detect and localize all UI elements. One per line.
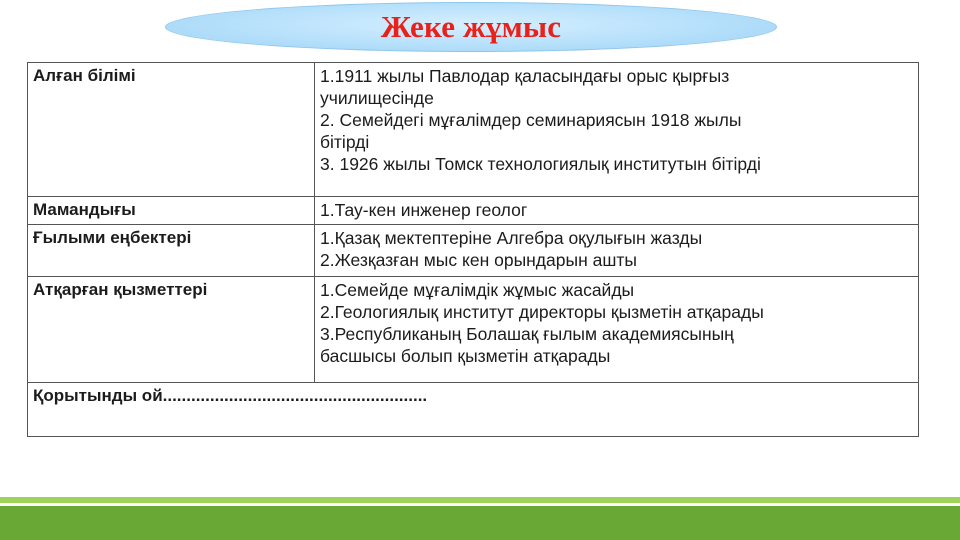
content-line: 2.Жезқазған мыс кен орындарын ашты [320,250,637,270]
content-line: училищесінде [320,88,434,108]
info-table [27,62,919,437]
row-label: Алған білімі [28,63,315,197]
row-content [315,197,919,225]
row-label: Мамандығы [28,197,315,225]
content-line: 2. Семейдегі мұғалімдер семинариясын 1918 жылы [320,110,742,130]
content-line: 3. 1926 жылы Томск технологиялық институтын бітірді [320,154,761,174]
table-row-education [28,63,919,197]
content-line: 1.Семейде мұғалімдік жұмыс жасайды [320,280,635,300]
content-line: бітірді [320,132,370,152]
row-label: Атқарған қызметтері [28,277,315,383]
footer-stripe-light [0,497,960,503]
content-line: басшысы болып қызметін атқарады [320,346,611,366]
row-content [315,277,919,383]
footer-stripe-dark [0,506,960,540]
table-row-profession [28,197,919,225]
content-line: 1.Тау-кен инженер геолог [320,200,528,220]
row-label: Ғылыми еңбектері [28,225,315,277]
row-content [315,63,919,197]
content-line: 1.Қазақ мектептеріне Алгебра оқулығын жазды [320,228,703,248]
table-row-conclusion [28,383,919,437]
content-line: 1.1911 жылы Павлодар қаласындағы орыс қырғыз [320,66,730,86]
row-content [315,225,919,277]
table-row-positions [28,277,919,383]
table-row-works [28,225,919,277]
content-line: 3.Республиканың Болашақ ғылым академиясының [320,324,734,344]
conclusion-text: Қорытынды ой........................................................ [28,383,919,437]
page-title: Жеке жұмыс [380,9,562,44]
content-line: 2.Геологиялық институт директоры қызметін атқарады [320,302,764,322]
